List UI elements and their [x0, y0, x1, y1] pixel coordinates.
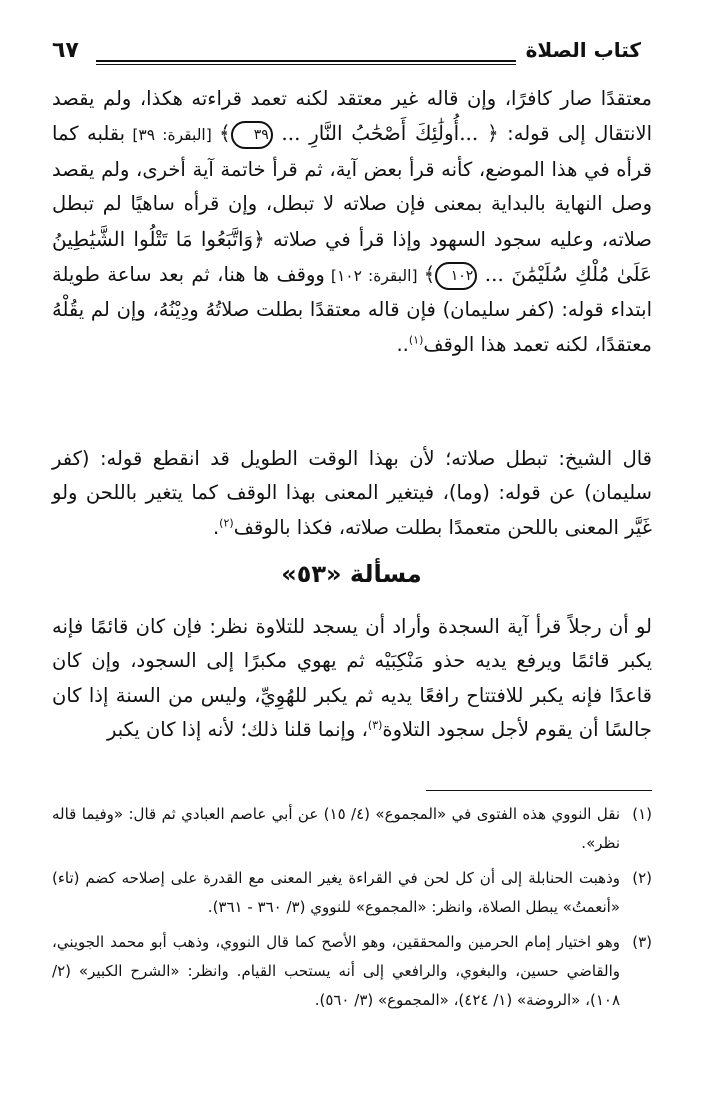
ayah-number-marker: ٣٩ — [231, 121, 273, 149]
ayah-number-marker: ١٠٢ — [435, 262, 477, 290]
footnotes — [52, 800, 652, 1021]
footnote-marker[interactable]: (٣) — [367, 718, 383, 732]
footnote-3 — [52, 928, 652, 1015]
page-number: ٦٧ — [52, 38, 79, 63]
header-rule — [96, 60, 516, 65]
footnote-text: نقل النووي هذه الفتوى في «المجموع» (٤/ ١٥) عن أبي عاصم العبادي ثم قال: «وفيما قاله نظر». — [52, 805, 620, 852]
paragraph-text: .. — [396, 332, 409, 356]
paragraph-2 — [52, 442, 652, 545]
footnote-number: (١) — [632, 805, 652, 823]
paragraph-3 — [52, 610, 652, 748]
footnote-marker[interactable]: (٢) — [219, 516, 234, 530]
paragraph-text: ووقف ها هنا، ثم بعد ساعة طويلة ابتداء قوله: (كفر سليمان) فإن قاله معتقدًا بطلت صلاتُهُ ودِيْنُهُ، وإن لم يقُلْهُ معتقدًا، لكنه تعمد هذا الوقف — [52, 263, 652, 356]
footnote-number: (٢) — [632, 869, 652, 887]
section-heading: مسألة «٥٣» — [281, 560, 422, 588]
footnote-1 — [52, 800, 652, 858]
paragraph-text: لو أن رجلاً قرأ آية السجدة وأراد أن يسجد للتلاوة نظر: فإن كان قائمًا فإنه يكبر قائمًا ويرفع يديه حذو مَنْكِبَيْه ثم يهوي مكبرًا إلى السجود، وإن كان قاعدًا فإنه يكبر للافتتاح رافعًا يديه ثم يكبر للهُوِيِّ، وليس من السنة إذا كان جالسًا أن يقوم لأجل سجود التلاوة — [52, 615, 652, 742]
paragraph-text: . — [212, 515, 220, 539]
paragraph-1 — [52, 82, 652, 362]
paragraph-text: ، وإنما قلنا ذلك؛ لأنه إذا كان يكبر — [106, 718, 368, 742]
running-header-title: كتاب الصلاة — [525, 38, 641, 62]
footnote-2 — [52, 864, 652, 922]
footnote-separator — [426, 790, 652, 791]
footnote-marker[interactable]: (١) — [408, 333, 424, 347]
paragraph-text: قال الشيخ: تبطل صلاته؛ لأن بهذا الوقت الطويل قد انقطع قوله: (كفر سليمان) عن قوله: (وما)، فيتغير المعنى بهذا الوقف كما يتغير باللحن ولو غَيَّر المعنى باللحن متعمدًا بطلت صلاته، فكذا بالوقف — [52, 447, 652, 539]
quran-verse: وَاتَّبَعُوا مَا تَتْلُوا الشَّيَٰطِينُ عَلَىٰ مُلْكِ سُلَيْمَٰنَ ... — [52, 226, 653, 287]
footnote-number: (٣) — [632, 933, 652, 951]
verse-reference: [البقرة: ٣٩] — [125, 126, 220, 145]
paragraph-text: بقلبه كما قرأه في هذا الموضع، كأنه قرأ بعض آية، ثم قرأ خاتمة آية أخرى، ولم يقصد وصل النهاية بالبداية بمعنى فإن صلاته لا تبطل، وإن قرأه ساهيًا لم تبطل صلاته، وعليه سجود السهود وإذا قرأ في صلاته — [52, 122, 652, 251]
footnote-text: وذهبت الحنابلة إلى أن كل لحن في القراءة يغير المعنى مع القدرة على إصلاحه كضم (تاء) «أنعمتُ» يبطل الصلاة، وانظر: «المجموع» للنووي (٣/ ٣٦٠ - ٣٦١). — [52, 869, 620, 916]
quran-bracket-close: ﴾ — [423, 262, 436, 287]
quran-verse: ...أُولَٰئِكَ أَصْحَٰبُ النَّارِ ... — [272, 121, 487, 146]
verse-reference: [البقرة: ١٠٢] — [324, 267, 424, 286]
paragraph-text: معتقدًا صار كافرًا، وإن قاله غير معتقد لكنه تعمد قراءته هكذا، ولم يقصد الانتقال إلى قوله: — [52, 87, 652, 146]
quran-bracket-open: ﴿ — [486, 121, 499, 146]
footnote-text: وهو اختيار إمام الحرمين والمحققين، وهو الأصح كما قال النووي، وذهب أبو محمد الجويني، والقاضي حسين، والبغوي، والرافعي إلى أنه يستحب القيام. وانظر: «الشرح الكبير» (٢/ ١٠٨)، «الروضة» (١/ ٤٢٤)، «المجموع» (٣/ ٥٦٠). — [52, 933, 620, 1009]
quran-bracket-close: ﴾ — [219, 121, 231, 146]
quran-bracket-open: ﴿ — [253, 226, 265, 251]
